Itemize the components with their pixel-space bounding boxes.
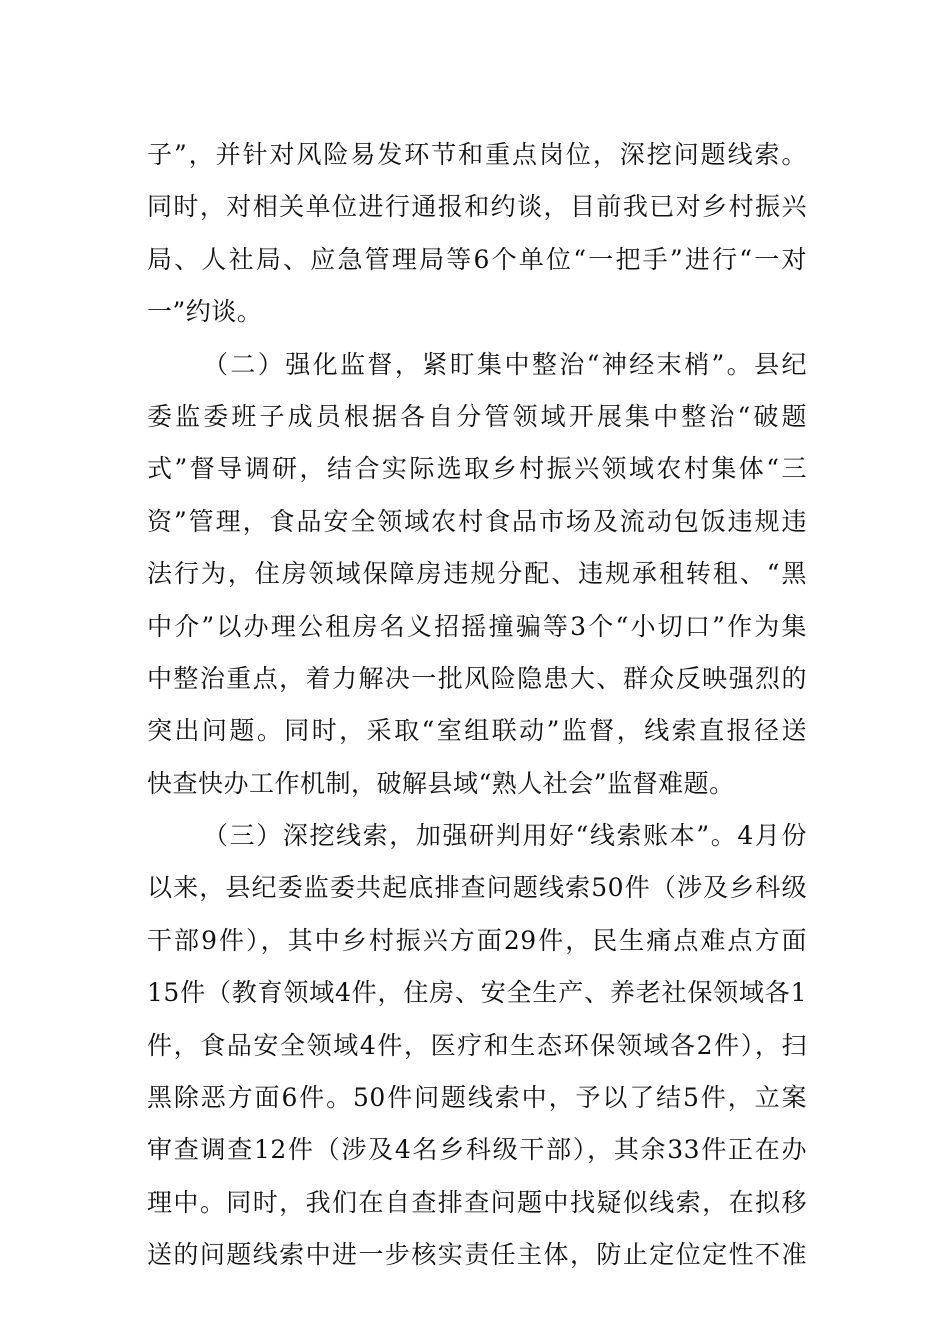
text-line: 资”管理，食品安全领域农村食品市场及流动包饭违规违 — [147, 506, 807, 536]
text-line: 一”约谈。 — [147, 297, 263, 327]
paragraph-start-line: （三）深挖线索，加强研判用好“线索账本”。4月份 — [203, 821, 807, 851]
text-line: 送的问题线索中进一步核实责任主体，防止定位定性不准 — [147, 1240, 807, 1270]
text-line: 突出问题。同时，采取“室组联动”监督，线索直报径送 — [147, 716, 807, 746]
text-line: 理中。同时，我们在自查排查问题中找疑似线索，在拟移 — [147, 1187, 807, 1217]
text-line: 黑除恶方面6件。50件问题线索中，予以了结5件，立案 — [147, 1083, 807, 1113]
text-line: 审查调查12件（涉及4名乡科级干部），其余33件正在办 — [147, 1135, 807, 1165]
text-line: 快查快办工作机制，破解县域“熟人社会”监督难题。 — [147, 768, 735, 798]
text-line: 干部9件），其中乡村振兴方面29件，民生痛点难点方面 — [147, 925, 807, 955]
text-line: 中整治重点，着力解决一批风险隐患大、群众反映强烈的 — [147, 663, 807, 693]
text-line: 同时，对相关单位进行通报和约谈，目前我已对乡村振兴 — [147, 192, 807, 222]
document-page — [147, 129, 807, 1282]
text-line: 法行为，住房领域保障房违规分配、违规承租转租、“黑 — [147, 559, 807, 589]
text-line: 15件（教育领域4件，住房、安全生产、养老社保领域各1 — [147, 978, 807, 1008]
text-line: 式”督导调研，结合实际选取乡村振兴领域农村集体“三 — [147, 454, 807, 484]
text-line: 中介”以办理公租房名义招摇撞骗等3个“小切口”作为集 — [147, 611, 808, 641]
text-line: 以来，县纪委监委共起底排查问题线索50件（涉及乡科级 — [147, 873, 807, 903]
text-line: 件，食品安全领域4件，医疗和生态环保领域各2件），扫 — [147, 1030, 807, 1060]
text-line: 委监委班子成员根据各自分管领域开展集中整治“破题 — [147, 401, 807, 431]
text-line: 局、人社局、应急管理局等6个单位“一把手”进行“一对 — [147, 244, 807, 274]
text-line: 子”，并针对风险易发环节和重点岗位，深挖问题线索。 — [147, 140, 807, 169]
paragraph-start-line: （二）强化监督，紧盯集中整治“神经末梢”。县纪 — [203, 349, 807, 379]
